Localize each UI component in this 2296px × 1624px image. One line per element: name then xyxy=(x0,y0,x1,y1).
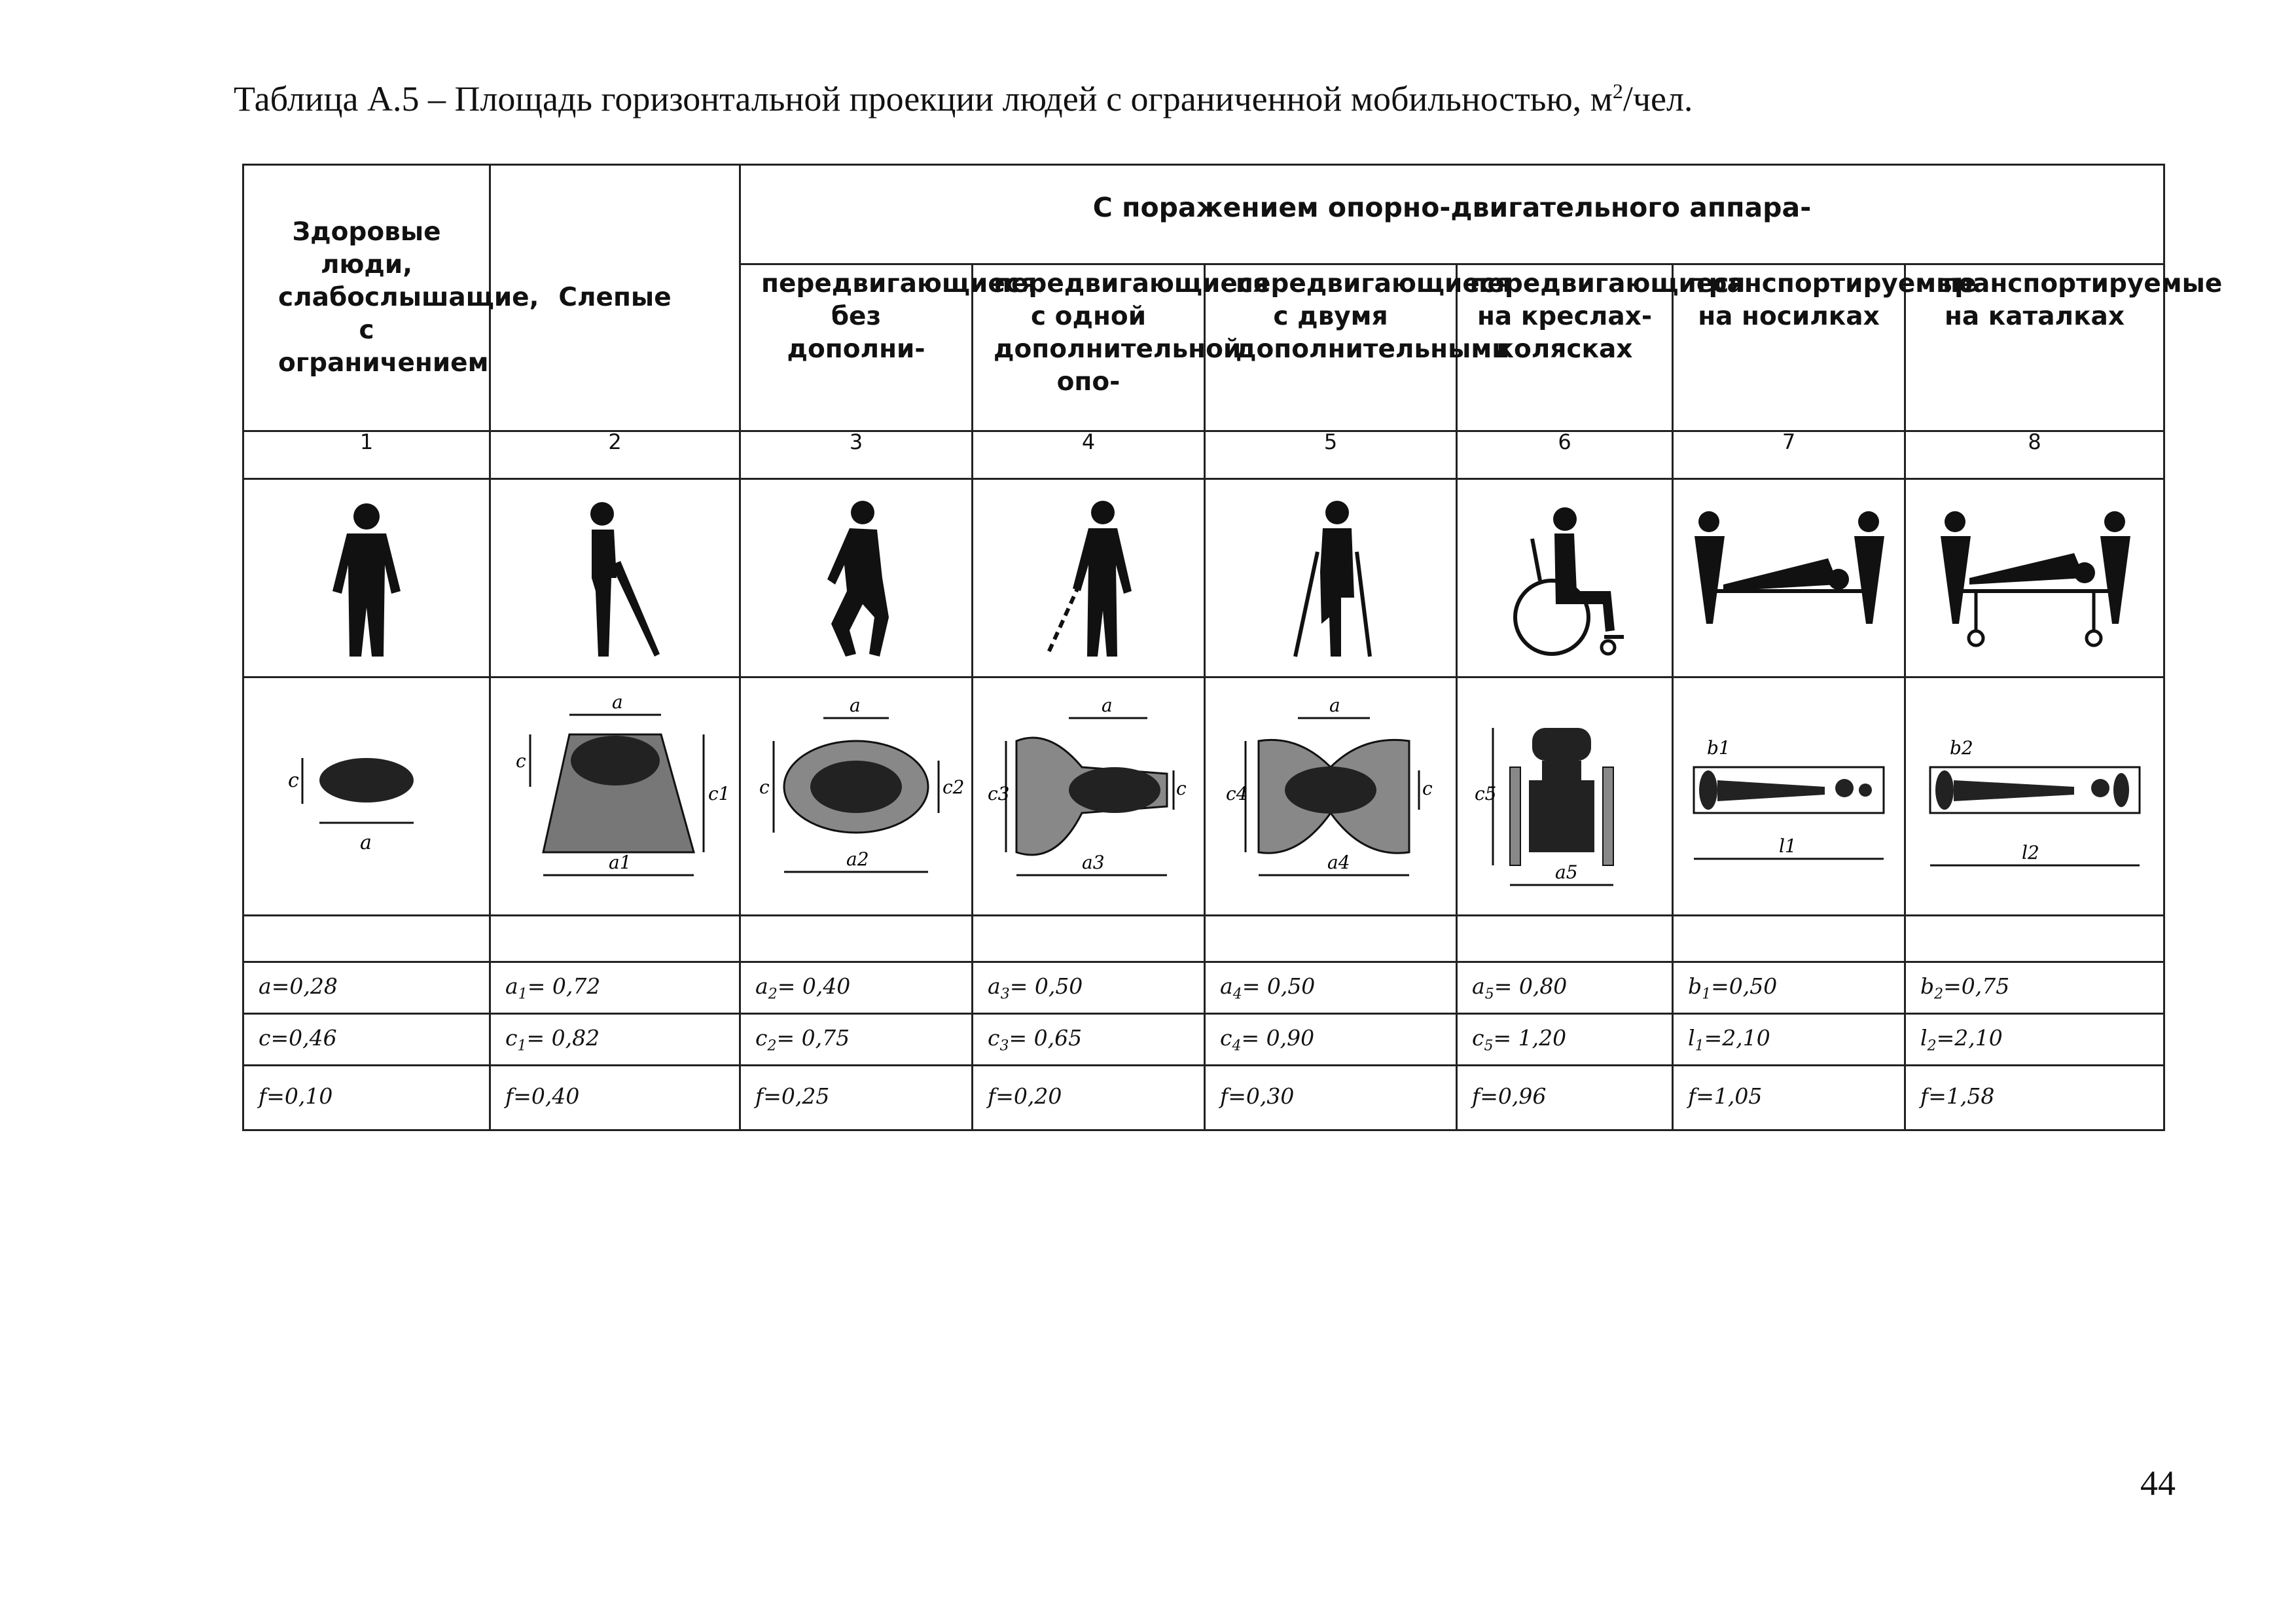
value-cell xyxy=(1205,1013,1457,1065)
value-cell xyxy=(740,1065,973,1130)
plan-projection-2 xyxy=(490,677,740,915)
plan-projection-1 xyxy=(243,677,490,915)
value-text: f xyxy=(988,1083,996,1109)
value-text: =0,96 xyxy=(1480,1083,1547,1109)
value-subscript: 1 xyxy=(1695,1038,1704,1055)
value-text: =1,58 xyxy=(1928,1083,1995,1109)
value-text: = 0,50 xyxy=(1242,973,1316,999)
value-text: b xyxy=(1920,973,1935,999)
plan-label: c xyxy=(288,768,299,792)
plan-label: c xyxy=(1422,777,1433,799)
empty-cell xyxy=(243,916,490,962)
header-col-2: Слепые xyxy=(490,165,740,431)
plan-label: c xyxy=(515,749,526,772)
row-a-values xyxy=(243,962,2164,1013)
subheader-8: транспортируемые на каталках xyxy=(1905,264,2164,431)
value-cell xyxy=(740,962,973,1013)
person-on-gurney-icon xyxy=(1905,478,2164,677)
value-text: = 0,50 xyxy=(1009,973,1083,999)
value-text: c xyxy=(988,1024,1000,1051)
value-text: =0,46 xyxy=(270,1024,337,1051)
empty-cell xyxy=(1205,916,1457,962)
subheader-3: передвигающиеся без дополни- xyxy=(740,264,973,431)
plan-label: l2 xyxy=(2021,841,2039,863)
value-text: a xyxy=(988,973,1001,999)
caption-superscript: 2 xyxy=(1612,79,1623,103)
column-number: 4 xyxy=(973,431,1205,478)
value-text: f xyxy=(505,1083,514,1109)
value-subscript: 2 xyxy=(767,1038,777,1055)
plan-label: a xyxy=(1329,694,1340,716)
value-text: =0,40 xyxy=(513,1083,580,1109)
plan-projection-3 xyxy=(740,677,973,915)
blind-person-with-cane-icon xyxy=(490,478,740,677)
value-cell xyxy=(243,962,490,1013)
value-text: = 0,72 xyxy=(527,973,601,999)
plan-label: a5 xyxy=(1554,861,1578,883)
empty-cell xyxy=(740,916,973,962)
value-text: l xyxy=(1920,1024,1928,1051)
value-cell xyxy=(973,962,1205,1013)
column-number: 5 xyxy=(1205,431,1457,478)
value-text: = 0,90 xyxy=(1241,1024,1315,1051)
plan-label: a xyxy=(1102,694,1113,716)
value-text: a xyxy=(1472,973,1485,999)
value-subscript: 2 xyxy=(1934,986,1944,1003)
value-text: a xyxy=(1220,973,1233,999)
value-text: f xyxy=(1472,1083,1480,1109)
empty-cell xyxy=(490,916,740,962)
value-cell xyxy=(1205,1065,1457,1130)
value-text: =2,10 xyxy=(1704,1024,1770,1051)
column-number: 2 xyxy=(490,431,740,478)
value-cell xyxy=(490,962,740,1013)
header-col-1: Здоровые люди, слабослышащие, с ограничением xyxy=(243,165,490,431)
person-with-two-crutches-icon xyxy=(1205,478,1457,677)
value-subscript: 1 xyxy=(1702,986,1712,1003)
value-text: = 1,20 xyxy=(1493,1024,1567,1051)
value-text: f xyxy=(1688,1083,1696,1109)
value-text: =2,10 xyxy=(1936,1024,2003,1051)
value-cell xyxy=(1673,1065,1905,1130)
plan-projection-6 xyxy=(1457,677,1673,915)
plan-label: a xyxy=(360,831,372,854)
value-text: f xyxy=(755,1083,764,1109)
value-cell xyxy=(490,1013,740,1065)
value-cell xyxy=(243,1065,490,1130)
plan-projection-8 xyxy=(1905,677,2164,915)
value-text: =1,05 xyxy=(1696,1083,1763,1109)
subheader-4: передвигающиеся с одной дополнительной опо- xyxy=(973,264,1205,431)
plan-label: c3 xyxy=(988,782,1010,804)
value-cell xyxy=(973,1013,1205,1065)
value-text: =0,30 xyxy=(1228,1083,1295,1109)
value-subscript: 5 xyxy=(1484,1038,1494,1055)
plan-label: a2 xyxy=(846,848,869,870)
plan-label: b1 xyxy=(1707,736,1731,759)
value-text: = 0,65 xyxy=(1009,1024,1083,1051)
value-cell xyxy=(1457,962,1673,1013)
value-subscript: 1 xyxy=(518,986,528,1003)
row-c-values xyxy=(243,1013,2164,1065)
value-cell xyxy=(243,1013,490,1065)
value-text: c xyxy=(755,1024,768,1051)
person-walking-without-aids-icon xyxy=(740,478,973,677)
value-subscript: 4 xyxy=(1232,986,1242,1003)
empty-cell xyxy=(1673,916,1905,962)
value-text: =0,28 xyxy=(271,973,338,999)
plan-label: a xyxy=(850,694,861,716)
value-cell xyxy=(1673,1013,1905,1065)
value-text: c xyxy=(1220,1024,1232,1051)
value-cell xyxy=(1673,962,1905,1013)
plan-label: a xyxy=(611,691,623,713)
value-subscript: 2 xyxy=(768,986,778,1003)
subheader-6: передвигающиеся на креслах-колясках xyxy=(1457,264,1673,431)
value-subscript: 4 xyxy=(1232,1038,1242,1055)
empty-cell xyxy=(1457,916,1673,962)
plan-label: a1 xyxy=(608,851,632,873)
value-cell xyxy=(1905,1013,2164,1065)
value-text: =0,10 xyxy=(266,1083,333,1109)
subheader-7: транспортируемые на носилках xyxy=(1673,264,1905,431)
value-text: c xyxy=(259,1024,271,1051)
plan-projection-7 xyxy=(1673,677,1905,915)
value-text: =0,75 xyxy=(1943,973,2010,999)
value-text: f xyxy=(259,1083,267,1109)
value-text: =0,50 xyxy=(1711,973,1778,999)
plan-projection-5 xyxy=(1205,677,1457,915)
plan-label: c5 xyxy=(1474,782,1496,804)
value-subscript: 3 xyxy=(1000,986,1010,1003)
value-cell xyxy=(1457,1065,1673,1130)
mobility-area-table xyxy=(242,164,2223,1131)
column-number: 8 xyxy=(1905,431,2164,478)
column-number: 1 xyxy=(243,431,490,478)
value-text: a xyxy=(755,973,768,999)
plan-label: c1 xyxy=(708,782,730,804)
value-text: =0,20 xyxy=(996,1083,1062,1109)
value-subscript: 5 xyxy=(1484,986,1494,1003)
value-text: a xyxy=(259,973,272,999)
table-caption xyxy=(234,79,1693,119)
value-cell xyxy=(1905,1065,2164,1130)
person-in-wheelchair-icon xyxy=(1457,478,1673,677)
plan-label: c xyxy=(1176,777,1187,799)
subheader-5: передвигающиеся с двумя дополнительными xyxy=(1205,264,1457,431)
value-text: f xyxy=(1220,1083,1229,1109)
plan-label: a3 xyxy=(1082,851,1105,873)
plan-label: c2 xyxy=(942,776,965,798)
person-with-one-crutch-icon xyxy=(973,478,1205,677)
plan-label: c4 xyxy=(1226,782,1248,804)
value-subscript: 3 xyxy=(999,1038,1009,1055)
header-group: С поражением опорно-двигательного аппара- xyxy=(740,165,2164,264)
plan-label: b2 xyxy=(1949,736,1973,759)
value-subscript: 2 xyxy=(1927,1038,1937,1055)
value-text: c xyxy=(1472,1024,1484,1051)
plan-projection-4 xyxy=(973,677,1205,915)
value-cell xyxy=(1205,962,1457,1013)
row-f-values xyxy=(243,1065,2164,1130)
value-subscript: 1 xyxy=(517,1038,527,1055)
value-text: l xyxy=(1688,1024,1695,1051)
value-text: = 0,75 xyxy=(776,1024,850,1051)
value-cell xyxy=(740,1013,973,1065)
plan-label: l1 xyxy=(1779,835,1797,857)
column-number: 3 xyxy=(740,431,973,478)
value-cell xyxy=(1457,1013,1673,1065)
value-cell xyxy=(973,1065,1205,1130)
value-text: f xyxy=(1920,1083,1929,1109)
value-cell xyxy=(490,1065,740,1130)
value-text: a xyxy=(505,973,518,999)
value-text: = 0,80 xyxy=(1494,973,1568,999)
column-number: 6 xyxy=(1457,431,1673,478)
empty-cell xyxy=(1905,916,2164,962)
empty-cell xyxy=(973,916,1205,962)
person-on-stretcher-icon xyxy=(1673,478,1905,677)
value-text: = 0,82 xyxy=(526,1024,600,1051)
value-text: c xyxy=(505,1024,518,1051)
caption-unit: /чел. xyxy=(1623,79,1693,118)
value-text: = 0,40 xyxy=(777,973,851,999)
value-cell xyxy=(1905,962,2164,1013)
caption-text: Таблица А.5 – Площадь горизонтальной проекции людей с ограниченной мобильностью, м xyxy=(234,79,1613,118)
value-text: b xyxy=(1688,973,1702,999)
plan-label: a4 xyxy=(1327,851,1350,873)
healthy-person-icon xyxy=(243,478,490,677)
column-number: 7 xyxy=(1673,431,1905,478)
plan-label: c xyxy=(759,776,770,798)
value-text: =0,25 xyxy=(763,1083,830,1109)
page-number: 44 xyxy=(2140,1464,2176,1503)
